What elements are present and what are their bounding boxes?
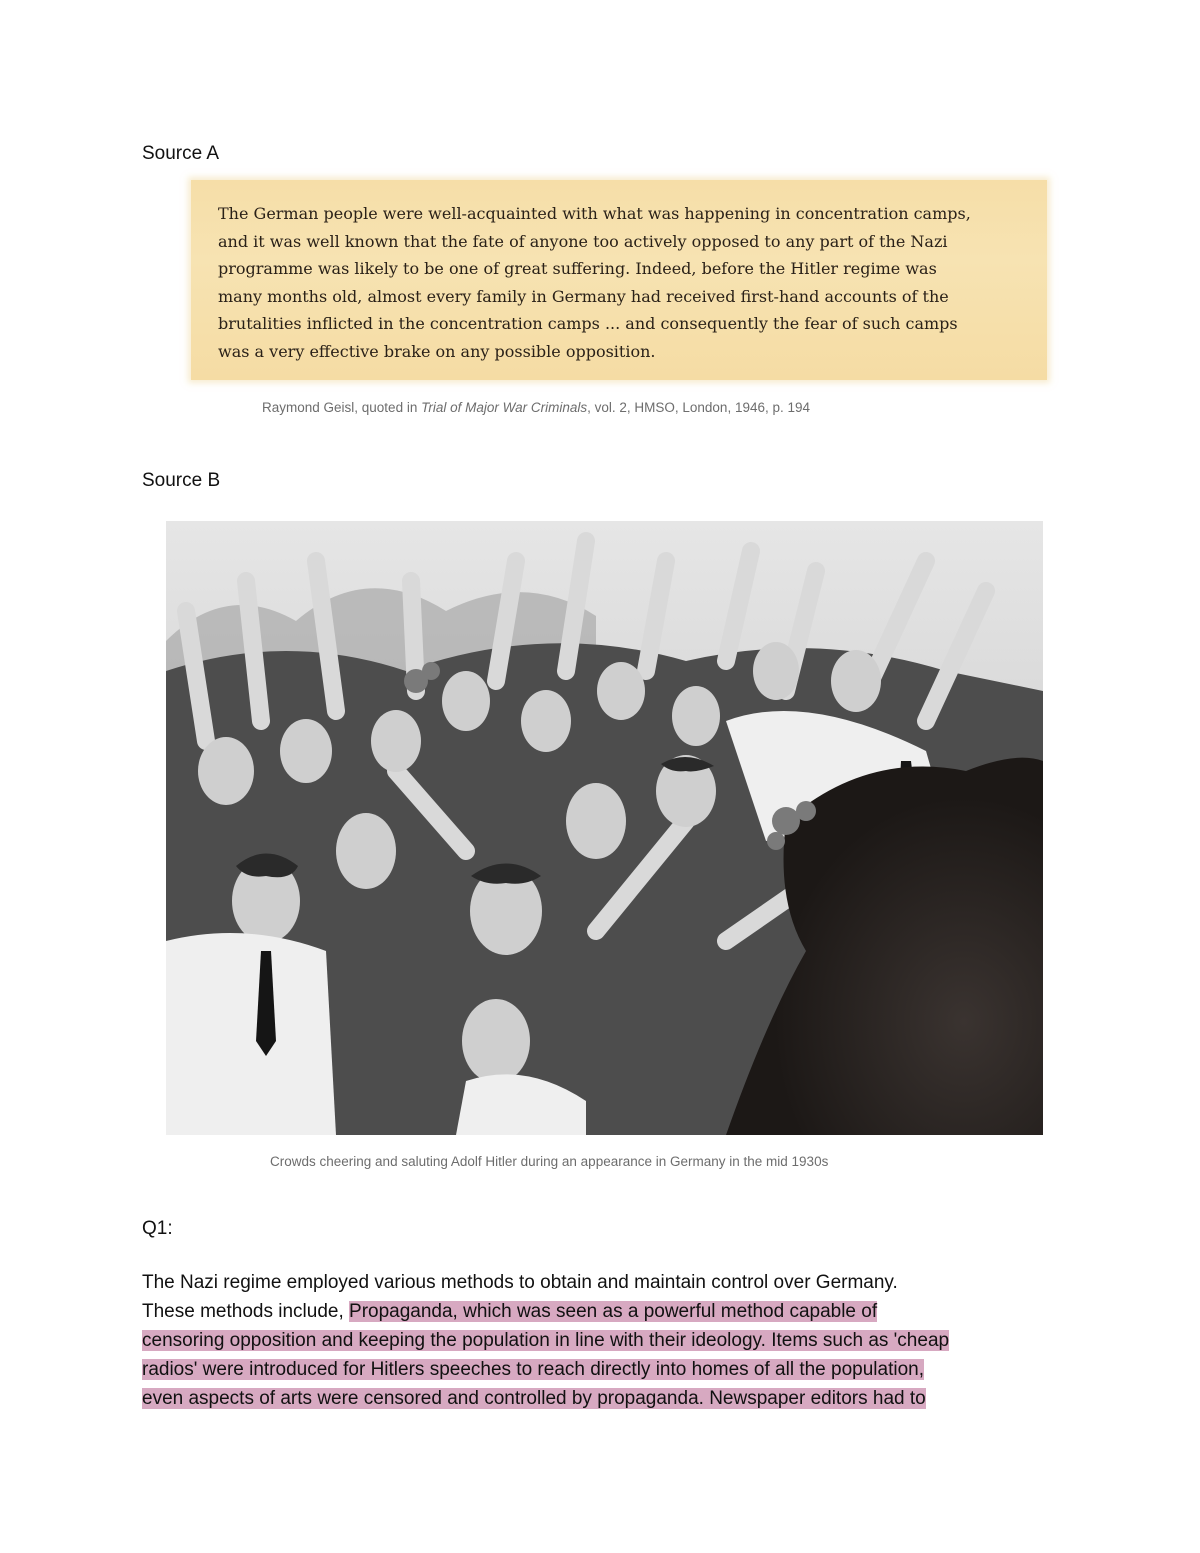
answer-line — [142, 1326, 1072, 1355]
quote-line: The German people were well-acquainted with what was happening in concentration camps, — [218, 204, 971, 223]
answer-line — [142, 1297, 1072, 1326]
highlighted-text: even aspects of arts were censored and controlled by propaganda. Newspaper editors had to — [142, 1388, 926, 1409]
answer-text: These methods include, — [142, 1301, 350, 1322]
q1-heading: Q1: — [142, 1218, 173, 1239]
source-b-heading: Source B — [142, 470, 221, 491]
citation-suffix: , vol. 2, HMSO, London, 1946, p. 194 — [587, 400, 811, 415]
quote-line: many months old, almost every family in Germany had received first-hand accounts of the — [218, 286, 949, 306]
answer-line — [142, 1355, 1072, 1384]
quote-line: was a very effective brake on any possible opposition. — [218, 341, 656, 361]
q1-answer — [142, 1268, 1072, 1413]
crowd-photo — [166, 521, 1043, 1135]
quote-line: programme was likely to be one of great suffering. Indeed, before the Hitler regime was — [218, 259, 937, 279]
answer-line — [142, 1384, 1072, 1413]
source-b-caption: Crowds cheering and saluting Adolf Hitler during an appearance in Germany in the mid 1930s — [270, 1154, 829, 1169]
highlighted-text: radios' were introduced for Hitlers speeches to reach directly into homes of all the population, — [142, 1359, 924, 1380]
answer-line: The Nazi regime employed various methods to obtain and maintain control over Germany. — [142, 1272, 898, 1293]
highlighted-text: Propaganda, which was seen as a powerful method capable of — [349, 1301, 878, 1322]
source-a-quote-box — [191, 180, 1047, 380]
quote-line: and it was well known that the fate of anyone too actively opposed to any part of the Nazi — [218, 231, 948, 251]
citation-prefix: Raymond Geisl, quoted in — [262, 400, 422, 415]
highlighted-text: censoring opposition and keeping the population in line with their ideology. Items such as 'cheap — [142, 1330, 950, 1351]
quote-line: brutalities inflicted in the concentration camps ... and consequently the fear of such camps — [218, 314, 958, 334]
source-a-quote — [218, 200, 1021, 366]
citation-title: Trial of Major War Criminals — [421, 400, 588, 415]
source-a-heading: Source A — [142, 143, 220, 164]
crowd-photo-image — [166, 521, 1043, 1135]
source-a-citation — [262, 400, 810, 415]
